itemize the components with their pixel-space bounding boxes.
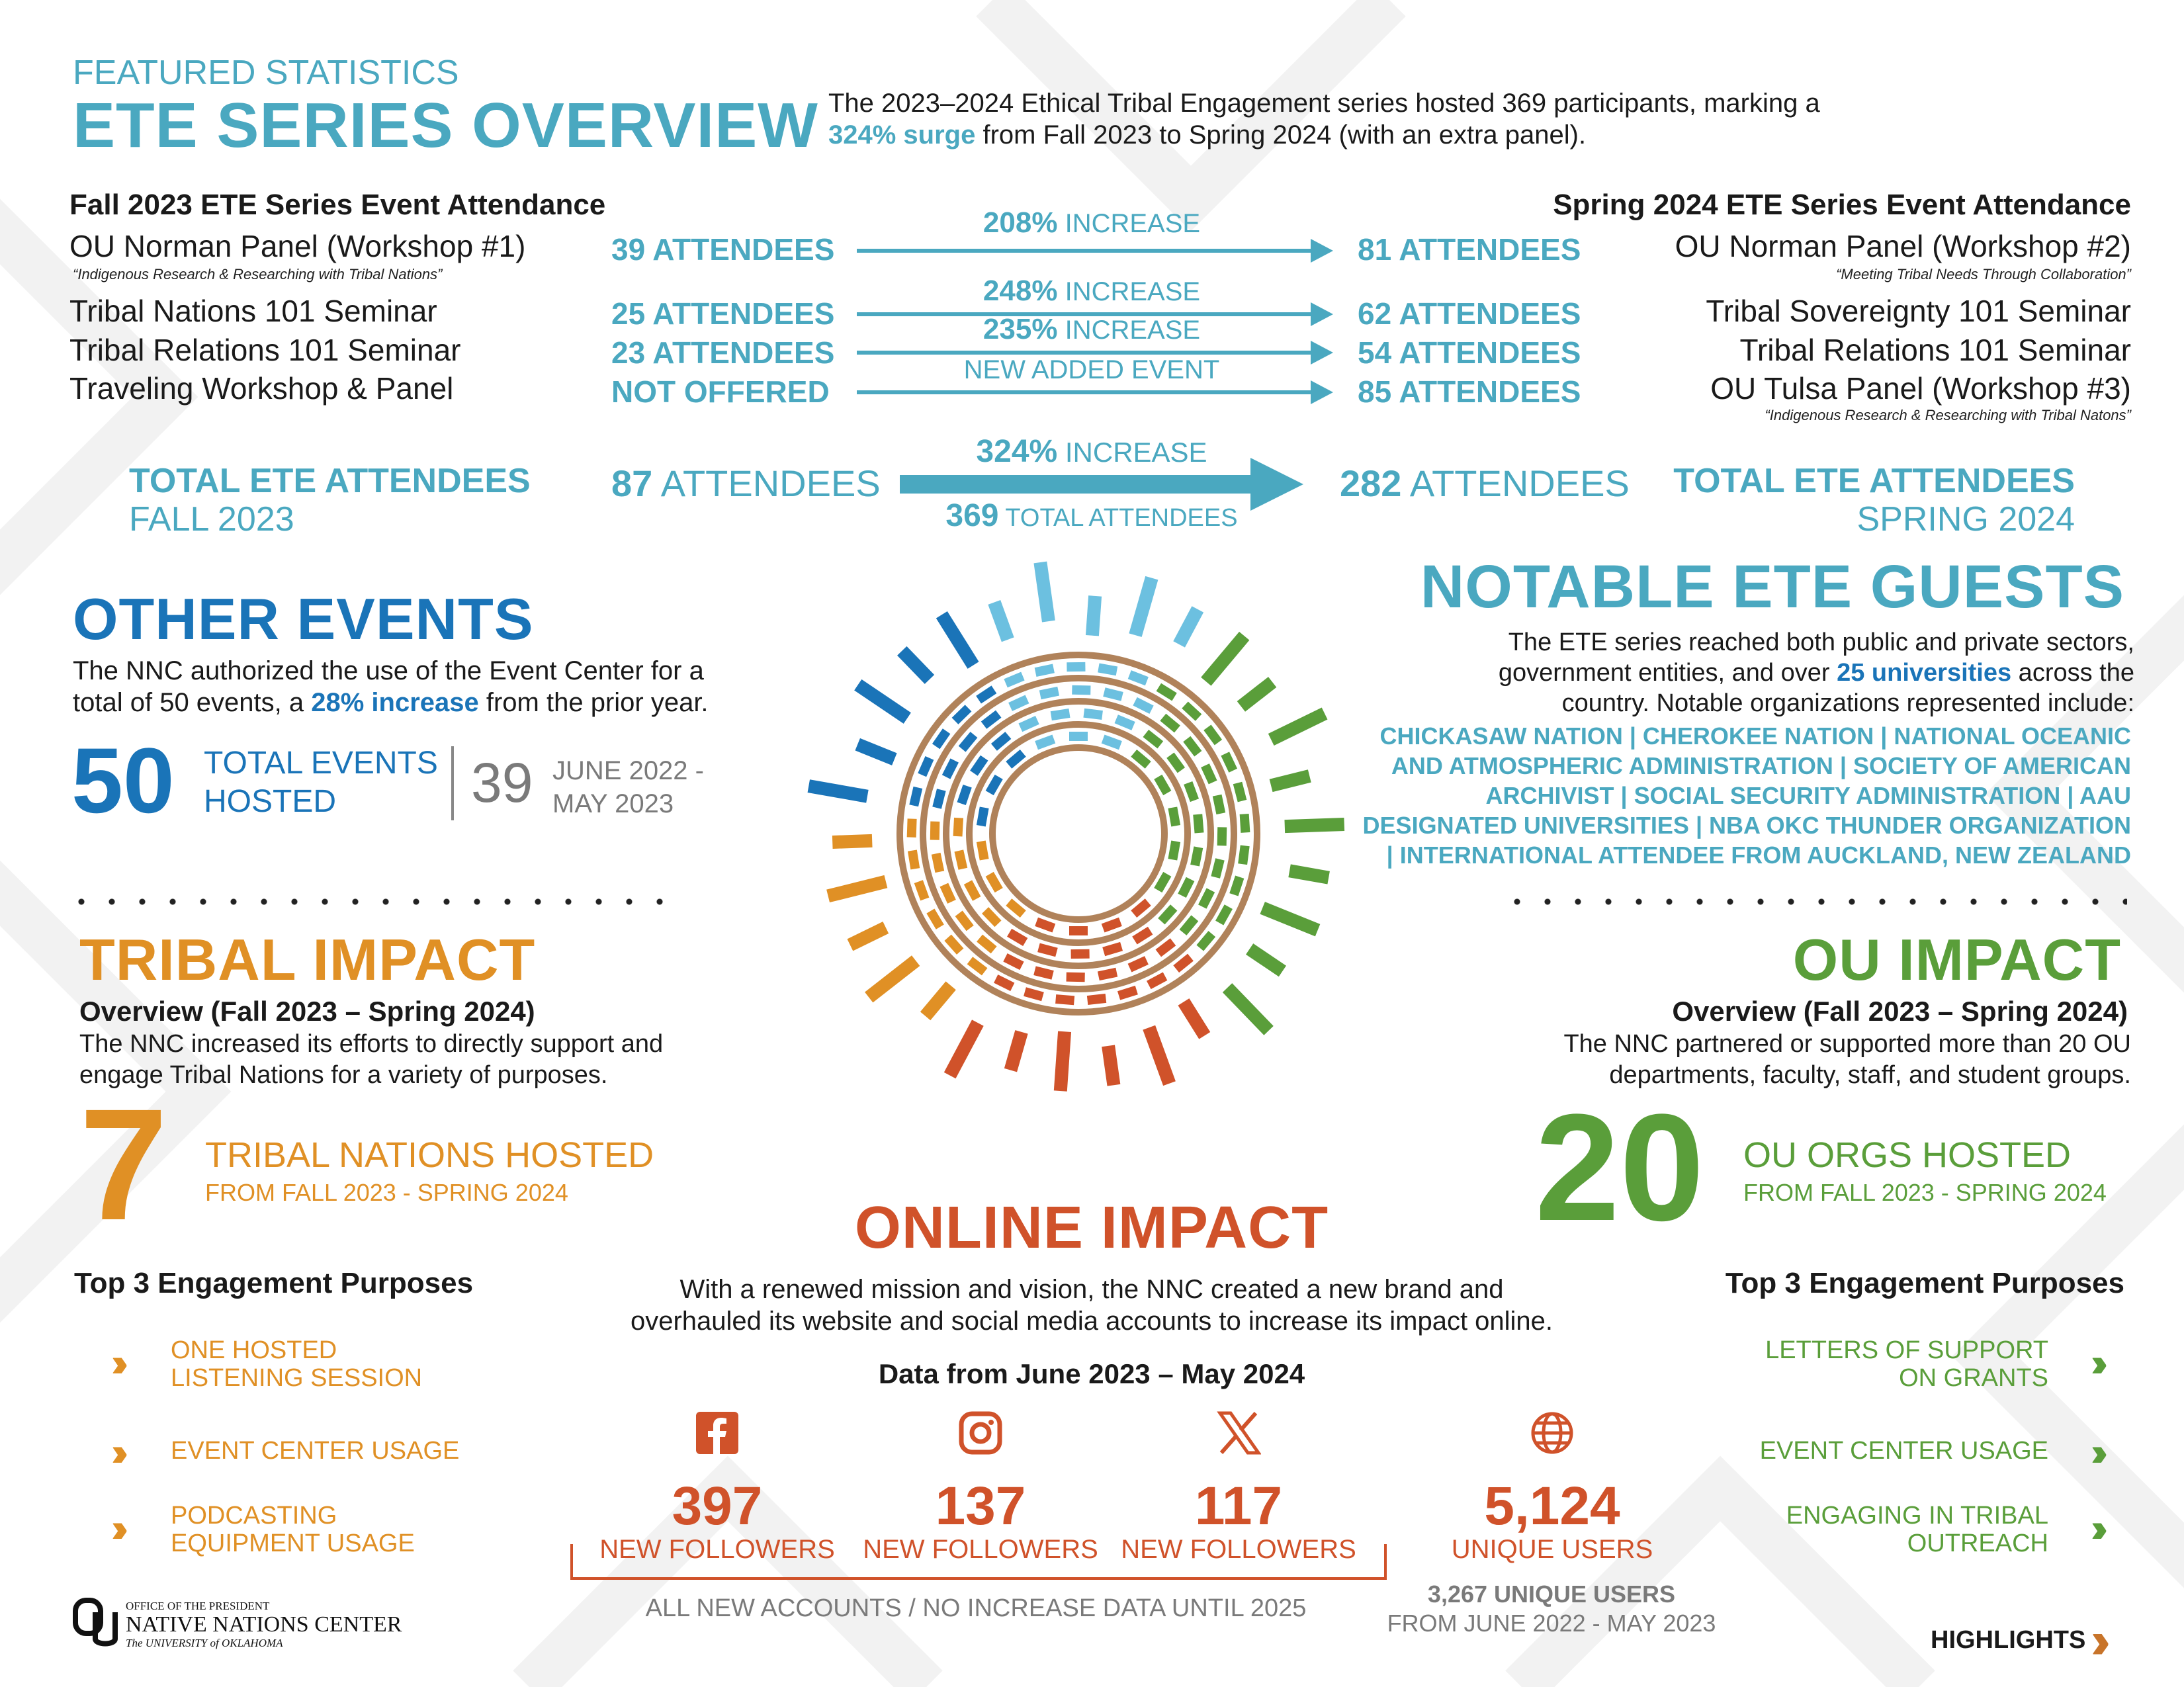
total-combined: 369 TOTAL ATTENDEES <box>945 498 1238 533</box>
ring-ticks <box>912 667 1246 1000</box>
ring-tick <box>1243 845 1245 864</box>
ring-tick <box>1051 713 1070 716</box>
total-increase: 324% INCREASE <box>976 434 1207 469</box>
spring-attendees-3: 54 ATTENDEES <box>1358 335 1581 370</box>
events-prior-label: JUNE 2022 - MAY 2023 <box>552 756 704 818</box>
ring-tick <box>1149 976 1165 985</box>
ring-tick <box>1135 701 1152 710</box>
ring-tick <box>946 760 955 777</box>
ring-tick <box>1119 990 1137 996</box>
ring-tick <box>980 938 994 950</box>
arrow-1 <box>857 249 1313 253</box>
arrow-4 <box>857 390 1313 394</box>
fall-row-3-label: Tribal Relations 101 Seminar <box>69 333 461 367</box>
ring-tick <box>1146 734 1160 745</box>
fall-attendees-1: 39 ATTENDEES <box>611 232 835 267</box>
ou-text: The NNC partnered or supported more than 20 OU departments, faculty, staff, and student groups. <box>1563 1030 2131 1089</box>
logo-text: OFFICE OF THE PRESIDENT NATIVE NATIONS CENTER The UNIVERSITY of OKLAHOMA <box>126 1600 402 1649</box>
ring-tick <box>1188 783 1195 800</box>
chevron-right-icon: ›› <box>2091 1506 2099 1550</box>
ring-ray <box>1149 1027 1170 1084</box>
other-events-title: OTHER EVENTS <box>73 586 534 652</box>
ring-tick <box>1006 676 1023 683</box>
ring-tick <box>936 853 940 871</box>
instagram-value: 137 <box>935 1476 1026 1536</box>
ring-tick <box>935 822 936 840</box>
ou-big-label: OU ORGS HOSTED <box>1743 1135 2072 1175</box>
ring-tick <box>1005 957 1022 966</box>
ring-ray <box>994 602 1008 639</box>
spring-row-1-label: OU Norman Panel (Workshop #2) <box>1675 229 2131 263</box>
ring-tick <box>990 874 999 890</box>
ring-tick <box>1205 765 1213 782</box>
ring-ray <box>1040 562 1049 621</box>
change-1: 208% INCREASE <box>983 206 1201 239</box>
ring-ray <box>1061 1031 1065 1091</box>
ring-tick <box>1020 720 1037 728</box>
next-page-label[interactable]: HIGHLIGHTS <box>1931 1626 2086 1654</box>
ring-tick <box>1183 918 1195 933</box>
tribal-big-label: TRIBAL NATIONS HOSTED <box>205 1135 654 1175</box>
ring-tick <box>1135 931 1151 941</box>
social-bracket <box>570 1544 1387 1580</box>
ring-ray <box>1271 776 1309 786</box>
tribal-big-number: 7 <box>79 1076 168 1253</box>
spring-row-2-label: Tribal Sovereignty 101 Seminar <box>1706 294 2131 328</box>
spring-row-3-label: Tribal Relations 101 Seminar <box>1739 333 2131 367</box>
ring-tick <box>1037 739 1054 746</box>
tribal-title: TRIBAL IMPACT <box>79 927 536 992</box>
guests-title: NOTABLE ETE GUESTS <box>1420 553 2124 621</box>
ring-tick <box>1225 754 1233 770</box>
ring-tick <box>944 885 952 902</box>
fall-row-2-label: Tribal Nations 101 Seminar <box>69 294 437 328</box>
ring-tick <box>994 736 1008 748</box>
facebook-value: 397 <box>672 1476 763 1536</box>
ring-tick <box>1098 973 1116 976</box>
ring-tick <box>1116 719 1133 726</box>
ring-tick <box>1219 907 1229 923</box>
ring-ray <box>926 986 951 1016</box>
ring-tick <box>1039 947 1057 952</box>
ring-tick <box>1010 699 1027 707</box>
ring-ray <box>1285 824 1344 826</box>
ring-tick <box>1158 874 1167 890</box>
x-value: 117 <box>1194 1476 1283 1536</box>
ring-ray <box>828 882 886 896</box>
ou-overview: Overview (Fall 2023 – Spring 2024) <box>1672 996 2128 1027</box>
ring-graphic <box>774 542 1383 1125</box>
ring-tick <box>981 842 984 860</box>
ring-ray <box>850 928 886 945</box>
ring-tick <box>1130 961 1147 969</box>
ring-tick <box>1195 847 1198 865</box>
ring-tick <box>959 851 963 869</box>
university-logo <box>73 1598 119 1651</box>
divider-right <box>1502 898 2127 905</box>
ring-tick <box>985 910 998 924</box>
ring-tick <box>1217 795 1221 813</box>
ring-tick <box>1040 691 1058 695</box>
ring-ray <box>857 744 895 759</box>
ring-tick <box>1182 879 1191 896</box>
ring-tick <box>1098 668 1117 671</box>
total-spring-attendees: 282 ATTENDEES <box>1340 462 1630 504</box>
ring-tick <box>930 911 939 927</box>
ring-tick <box>936 731 947 746</box>
ring-tick <box>1161 908 1174 922</box>
page-title: ETE SERIES OVERVIEW <box>73 90 818 161</box>
ou-purposes-title: Top 3 Engagement Purposes <box>1725 1267 2124 1299</box>
ring-tick <box>937 790 941 808</box>
ring-tick <box>1134 902 1148 914</box>
eyebrow: FEATURED STATISTICS <box>73 54 459 92</box>
ring-tick <box>1084 713 1102 715</box>
ring-ray <box>1289 871 1329 877</box>
ring-ray <box>1271 714 1325 740</box>
ou-purpose-2: EVENT CENTER USAGE <box>1759 1437 2048 1465</box>
total-spring-block: TOTAL ETE ATTENDEES SPRING 2024 <box>1673 462 2075 539</box>
ring-tick <box>958 818 959 836</box>
chevron-right-icon: ›› <box>111 1430 119 1474</box>
change-4: NEW ADDED EVENT <box>963 355 1220 384</box>
online-prior: 3,267 UNIQUE USERS FROM JUNE 2022 - MAY 2023 <box>1387 1580 1716 1637</box>
website-label: UNIQUE USERS <box>1451 1535 1653 1564</box>
chevron-right-icon[interactable]: ›› <box>2091 1611 2096 1669</box>
ring-tick <box>1010 933 1026 942</box>
ring-tick <box>1104 947 1121 952</box>
ring-tick <box>990 777 999 793</box>
globe-icon <box>1530 1410 1575 1455</box>
ring-tick <box>1129 675 1147 681</box>
tribal-text: The NNC increased its efforts to directly support and engage Tribal Nations for a variety of purposes. <box>79 1030 664 1089</box>
events-divider <box>451 746 454 820</box>
ring-tick <box>1072 690 1090 691</box>
ring-tick <box>1035 668 1053 672</box>
ring-tick <box>1163 717 1178 729</box>
online-note: ALL NEW ACCOUNTS / NO INCREASE DATA UNTIL 2025 <box>645 1594 1307 1622</box>
ring-tick <box>948 937 961 951</box>
instagram-icon <box>958 1410 1003 1455</box>
ring-ray <box>808 786 867 797</box>
divider-left <box>66 898 665 905</box>
facebook-label: NEW FOLLOWERS <box>599 1535 835 1564</box>
x-label: NEW FOLLOWERS <box>1121 1535 1356 1564</box>
ring-ray <box>1092 596 1095 636</box>
ring-tick <box>1035 971 1053 975</box>
fall-attendees-4: NOT OFFERED <box>611 374 830 409</box>
ring-tick <box>979 689 994 699</box>
fall-row-1-label: OU Norman Panel (Workshop #1) <box>69 229 526 263</box>
ring-tick <box>1104 692 1122 697</box>
chevron-right-icon: ›› <box>111 1340 119 1385</box>
spring-heading: Spring 2024 ETE Series Event Attendance <box>1553 189 2131 221</box>
ring-tick <box>981 808 984 826</box>
ring-tick <box>1172 808 1176 826</box>
change-2: 248% INCREASE <box>983 275 1201 307</box>
ring-tick <box>1025 992 1043 997</box>
fall-heading: Fall 2023 ETE Series Event Attendance <box>69 189 606 221</box>
ring-tick <box>1238 783 1243 801</box>
ou-big-number: 20 <box>1535 1082 1704 1252</box>
tribal-purpose-3: PODCASTING EQUIPMENT USAGE <box>171 1502 415 1557</box>
online-text: With a renewed mission and vision, the NNC created a new brand and overhauled its website and social media accounts to increase its impact online. <box>630 1275 1553 1336</box>
ring-tick <box>1245 814 1246 832</box>
ring-ray <box>869 961 916 997</box>
ring-tick <box>1215 859 1220 877</box>
ring-tick <box>970 961 984 972</box>
guests-text: The ETE series reached both public and private sectors, government entities, and over 25 universities across the country. Notable organizations represented include: <box>1498 628 2134 717</box>
instagram-label: NEW FOLLOWERS <box>863 1535 1098 1564</box>
ring-tick <box>1009 753 1023 765</box>
ring-ray <box>832 841 872 842</box>
ring-tick <box>1172 842 1176 860</box>
events-label: TOTAL EVENTS HOSTED <box>204 746 438 819</box>
ring-tick <box>996 978 1012 986</box>
x-icon <box>1216 1410 1261 1455</box>
tribal-purpose-1: ONE HOSTED LISTENING SESSION <box>171 1336 423 1392</box>
ring-tick <box>959 914 970 928</box>
tribal-overview: Overview (Fall 2023 – Spring 2024) <box>79 996 535 1027</box>
change-3: 235% INCREASE <box>983 313 1201 345</box>
ou-logo-icon <box>73 1598 119 1651</box>
ring-ray <box>1206 636 1245 681</box>
ring-ray <box>1250 949 1283 971</box>
ring-tick <box>1185 705 1199 718</box>
ring-ray <box>1135 578 1152 636</box>
total-fall-attendees: 87 ATTENDEES <box>611 462 881 504</box>
ring-tick <box>922 758 930 775</box>
spring-attendees-2: 62 ATTENDEES <box>1358 296 1581 331</box>
ring-tick <box>914 787 918 805</box>
spring-row-4-label: OU Tulsa Panel (Workshop #3) <box>1710 371 2131 406</box>
ring-tick <box>974 758 984 773</box>
fall-attendees-3: 23 ATTENDEES <box>611 335 835 370</box>
ring-tick <box>1037 922 1054 928</box>
spring-attendees-1: 81 ATTENDEES <box>1358 232 1581 267</box>
ring-tick <box>1170 756 1181 771</box>
ring-tick <box>1103 922 1120 928</box>
ring-tick <box>1158 942 1173 953</box>
ring-tick <box>918 882 925 899</box>
ring-ray <box>1179 609 1198 644</box>
ou-purpose-3: ENGAGING IN TRIBAL OUTREACH <box>1786 1502 2048 1557</box>
ring-ray <box>1227 988 1269 1031</box>
ring-tick <box>1200 934 1212 948</box>
ring-ray <box>1241 682 1272 707</box>
ring-tick <box>1222 827 1223 845</box>
fall-attendees-2: 25 ATTENDEES <box>611 296 835 331</box>
spring-attendees-4: 85 ATTENDEES <box>1358 374 1581 409</box>
chevron-right-icon: ›› <box>2091 1340 2099 1385</box>
ring-tick <box>1088 998 1106 1000</box>
ring-ray <box>1108 1046 1114 1085</box>
ring-ray <box>950 1023 978 1075</box>
ring-ray <box>1184 1002 1205 1035</box>
ring-tick <box>1103 739 1120 746</box>
online-title: ONLINE IMPACT <box>854 1195 1329 1261</box>
tribal-purpose-2: EVENT CENTER USAGE <box>171 1437 460 1465</box>
ring-tick <box>962 735 974 750</box>
ring-ray <box>1262 908 1317 930</box>
spring-row-1-sub: “Meeting Tribal Needs Through Collaboration” <box>1836 266 2131 282</box>
ring-tick <box>1158 777 1167 793</box>
ring-tick <box>1134 753 1148 765</box>
ring-tick <box>1202 890 1211 907</box>
facebook-icon <box>695 1410 740 1455</box>
fall-row-4-label: Traveling Workshop & Panel <box>69 371 454 406</box>
ring-tick <box>1207 728 1219 743</box>
events-big-number: 50 <box>71 728 175 832</box>
ring-tick <box>1234 877 1240 895</box>
ring-tick <box>984 714 998 725</box>
fall-row-1-sub: “Indigenous Research & Researching with Tribal Nations” <box>73 266 443 282</box>
ring-ray <box>941 615 973 665</box>
ring-tick <box>1158 687 1174 697</box>
ring-ray <box>1010 1032 1022 1070</box>
chevron-right-icon: ›› <box>111 1506 119 1550</box>
ring-ray <box>858 685 908 718</box>
ring-tick <box>1176 957 1191 969</box>
ring-tick <box>1187 739 1198 754</box>
events-prior-number: 39 <box>471 752 533 814</box>
guests-orgs: CHICKASAW NATION | CHEROKEE NATION | NATIONAL OCEANIC AND ATMOSPHERIC ADMINISTRATION | SOCIETY OF AMERICAN ARCHIVIST | SOCIAL SECURITY ADMINISTRATION | AAU DESIGNATED UNIVERSITIES | NBA OKC THUNDER ORGANIZATION | INTERNATIONAL ATTENDEE FROM AUCKLAND, NEW ZEALAND <box>1362 722 2131 869</box>
ring-tick <box>912 851 915 869</box>
ou-big-sublabel: FROM FALL 2023 - SPRING 2024 <box>1743 1179 2107 1206</box>
ring-tick <box>961 786 967 804</box>
ring-tick <box>1067 977 1085 978</box>
ring-tick <box>1009 902 1023 914</box>
other-events-text: The NNC authorized the use of the Event Center for a total of 50 events, a 28% increase from the prior year. <box>73 656 709 717</box>
website-value: 5,124 <box>1484 1476 1620 1536</box>
ring-tick <box>1198 814 1199 833</box>
tribal-purposes-title: Top 3 Engagement Purposes <box>74 1267 474 1299</box>
intro-text: The 2023–2024 Ethical Tribal Engagement series hosted 369 participants, marking a 324% surge from Fall 2023 to Spring 2024 (with an extra panel). <box>828 89 1820 150</box>
spring-row-4-sub: “Indigenous Research & Researching with Tribal Natons” <box>1765 407 2131 423</box>
chevron-right-icon: ›› <box>2091 1430 2099 1474</box>
ring-ray <box>902 651 930 679</box>
online-period: Data from June 2023 – May 2024 <box>878 1358 1305 1389</box>
total-fall-block: TOTAL ETE ATTENDEES FALL 2023 <box>129 462 531 539</box>
ou-purpose-1: LETTERS OF SUPPORT ON GRANTS <box>1765 1336 2048 1392</box>
tribal-big-sublabel: FROM FALL 2023 - SPRING 2024 <box>205 1179 568 1206</box>
ring-tick <box>1056 999 1074 1000</box>
ring-tick <box>968 883 977 899</box>
ou-title: OU IMPACT <box>1792 927 2121 992</box>
ring-tick <box>955 708 969 721</box>
